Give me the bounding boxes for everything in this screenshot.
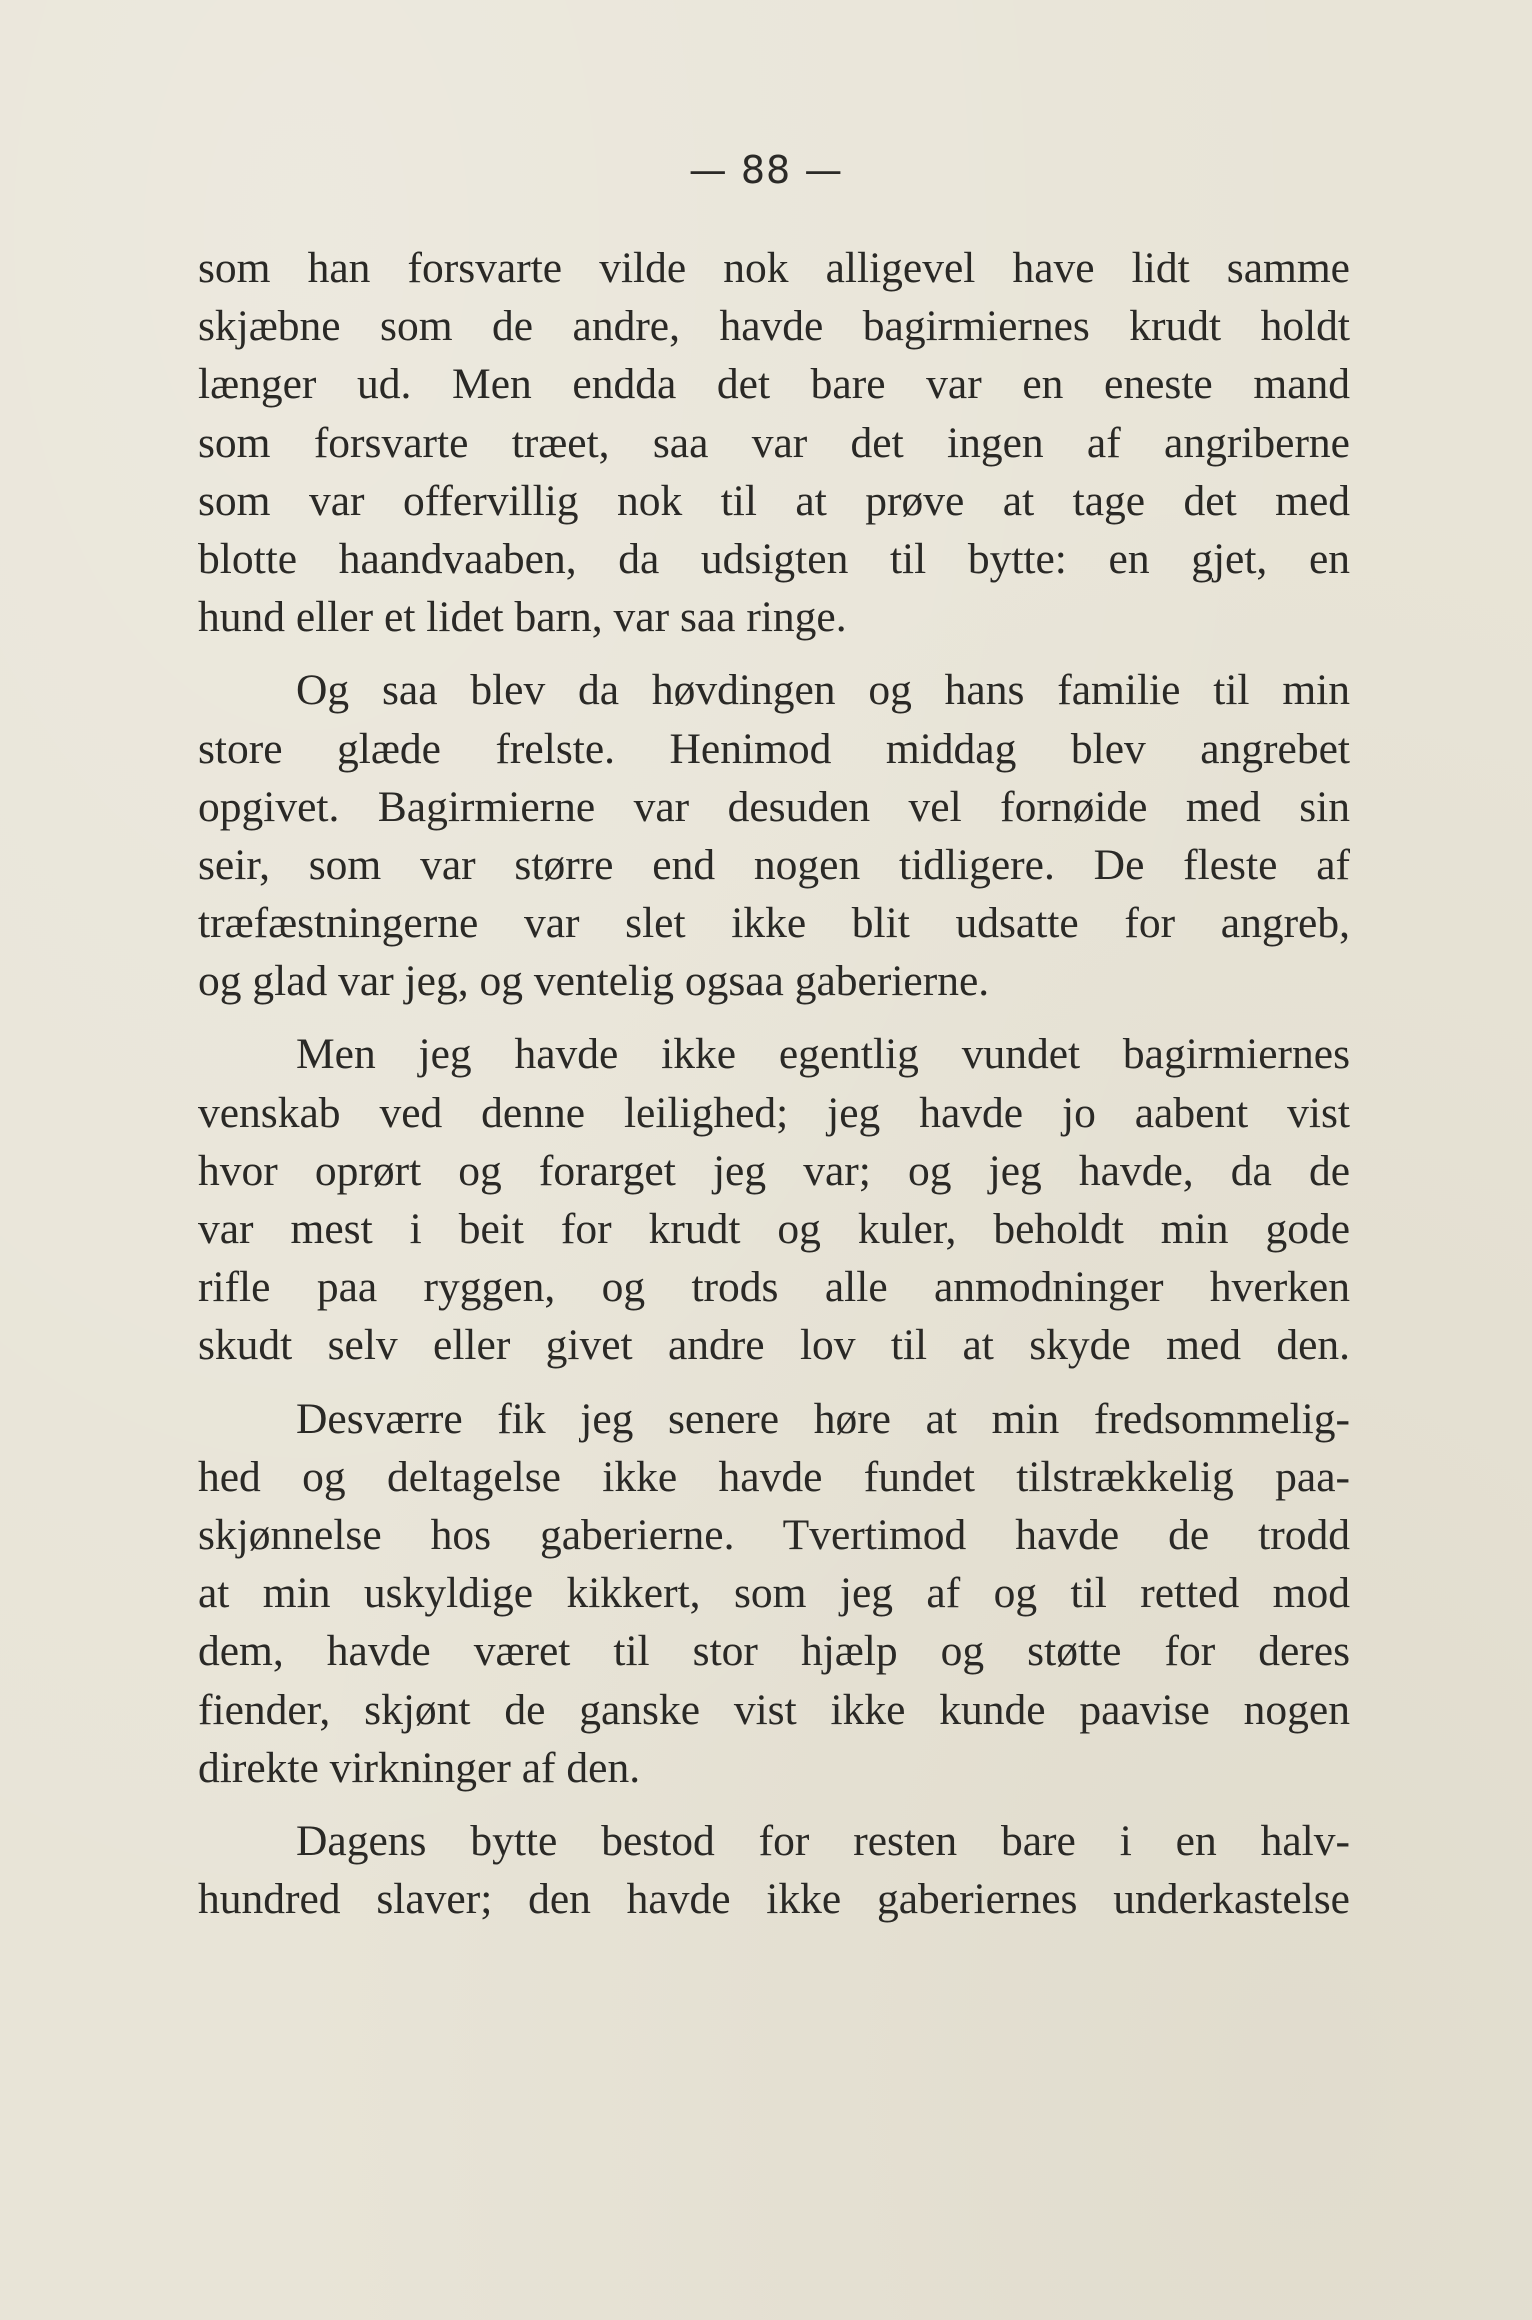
text-line: direkte virkninger af den. bbox=[198, 1743, 641, 1792]
text-line: skjæbne som de andre, havde bagirmiernes krudt holdt bbox=[198, 302, 1350, 351]
text-line: var mest i beit for krudt og kuler, beholdt min gode bbox=[198, 1205, 1350, 1253]
paragraph-4 bbox=[198, 1390, 1350, 1797]
text-line: Dagens bytte bestod for resten bare i en halv- bbox=[296, 1816, 1350, 1865]
text-line: som forsvarte træet, saa var det ingen af angriberne bbox=[198, 418, 1350, 467]
text-line: hundred slaver; den havde ikke gaberiernes underkastelse bbox=[198, 1875, 1350, 1924]
text-line: dem, havde været til stor hjælp og støtte for deres bbox=[198, 1627, 1350, 1676]
text-line: at min uskyldige kikkert, som jeg af og til retted mod bbox=[198, 1569, 1350, 1618]
paragraph-2 bbox=[198, 661, 1350, 1010]
text-line: venskab ved denne leilighed; jeg havde jo aabent vist bbox=[198, 1088, 1350, 1137]
text-line: fiender, skjønt de ganske vist ikke kunde paavise nogen bbox=[198, 1685, 1350, 1734]
text-line: opgivet. Bagirmierne var desuden vel fornøide med sin bbox=[198, 782, 1350, 831]
paragraph-1 bbox=[198, 239, 1350, 646]
text-line: som var offervillig nok til at prøve at tage det med bbox=[198, 476, 1350, 525]
text-line: som han forsvarte vilde nok alligevel have lidt samme bbox=[198, 244, 1350, 292]
body-text bbox=[198, 239, 1350, 1928]
paragraph-5 bbox=[198, 1812, 1350, 1928]
text-line: Og saa blev da høvdingen og hans familie til min bbox=[296, 666, 1350, 715]
text-line: store glæde frelste. Henimod middag blev angrebet bbox=[198, 724, 1350, 773]
text-line: skudt selv eller givet andre lov til at skyde med den. bbox=[198, 1321, 1350, 1370]
text-line: skjønnelse hos gaberierne. Tvertimod havde de trodd bbox=[198, 1510, 1350, 1559]
page-number: — 88 — bbox=[688, 148, 844, 192]
text-line: Desværre fik jeg senere høre at min fredsommelig- bbox=[296, 1394, 1350, 1443]
text-line: seir, som var større end nogen tidligere. De fleste af bbox=[198, 840, 1350, 889]
paragraph-3 bbox=[198, 1025, 1350, 1374]
text-line: længer ud. Men endda det bare var en eneste mand bbox=[198, 360, 1350, 409]
text-line: hed og deltagelse ikke havde fundet tilstrækkelig paa- bbox=[198, 1452, 1350, 1501]
text-line: træfæstningerne var slet ikke blit udsatte for angreb, bbox=[198, 899, 1350, 948]
text-line: rifle paa ryggen, og trods alle anmodninger hverken bbox=[198, 1263, 1350, 1312]
text-line: og glad var jeg, og ventelig ogsaa gaberierne. bbox=[198, 957, 990, 1006]
text-line: hvor oprørt og forarget jeg var; og jeg havde, da de bbox=[198, 1146, 1350, 1195]
text-line: blotte haandvaaben, da udsigten til bytte: en gjet, en bbox=[198, 534, 1350, 583]
text-line: hund eller et lidet barn, var saa ringe. bbox=[198, 593, 847, 642]
text-line: Men jeg havde ikke egentlig vundet bagirmiernes bbox=[296, 1030, 1350, 1079]
